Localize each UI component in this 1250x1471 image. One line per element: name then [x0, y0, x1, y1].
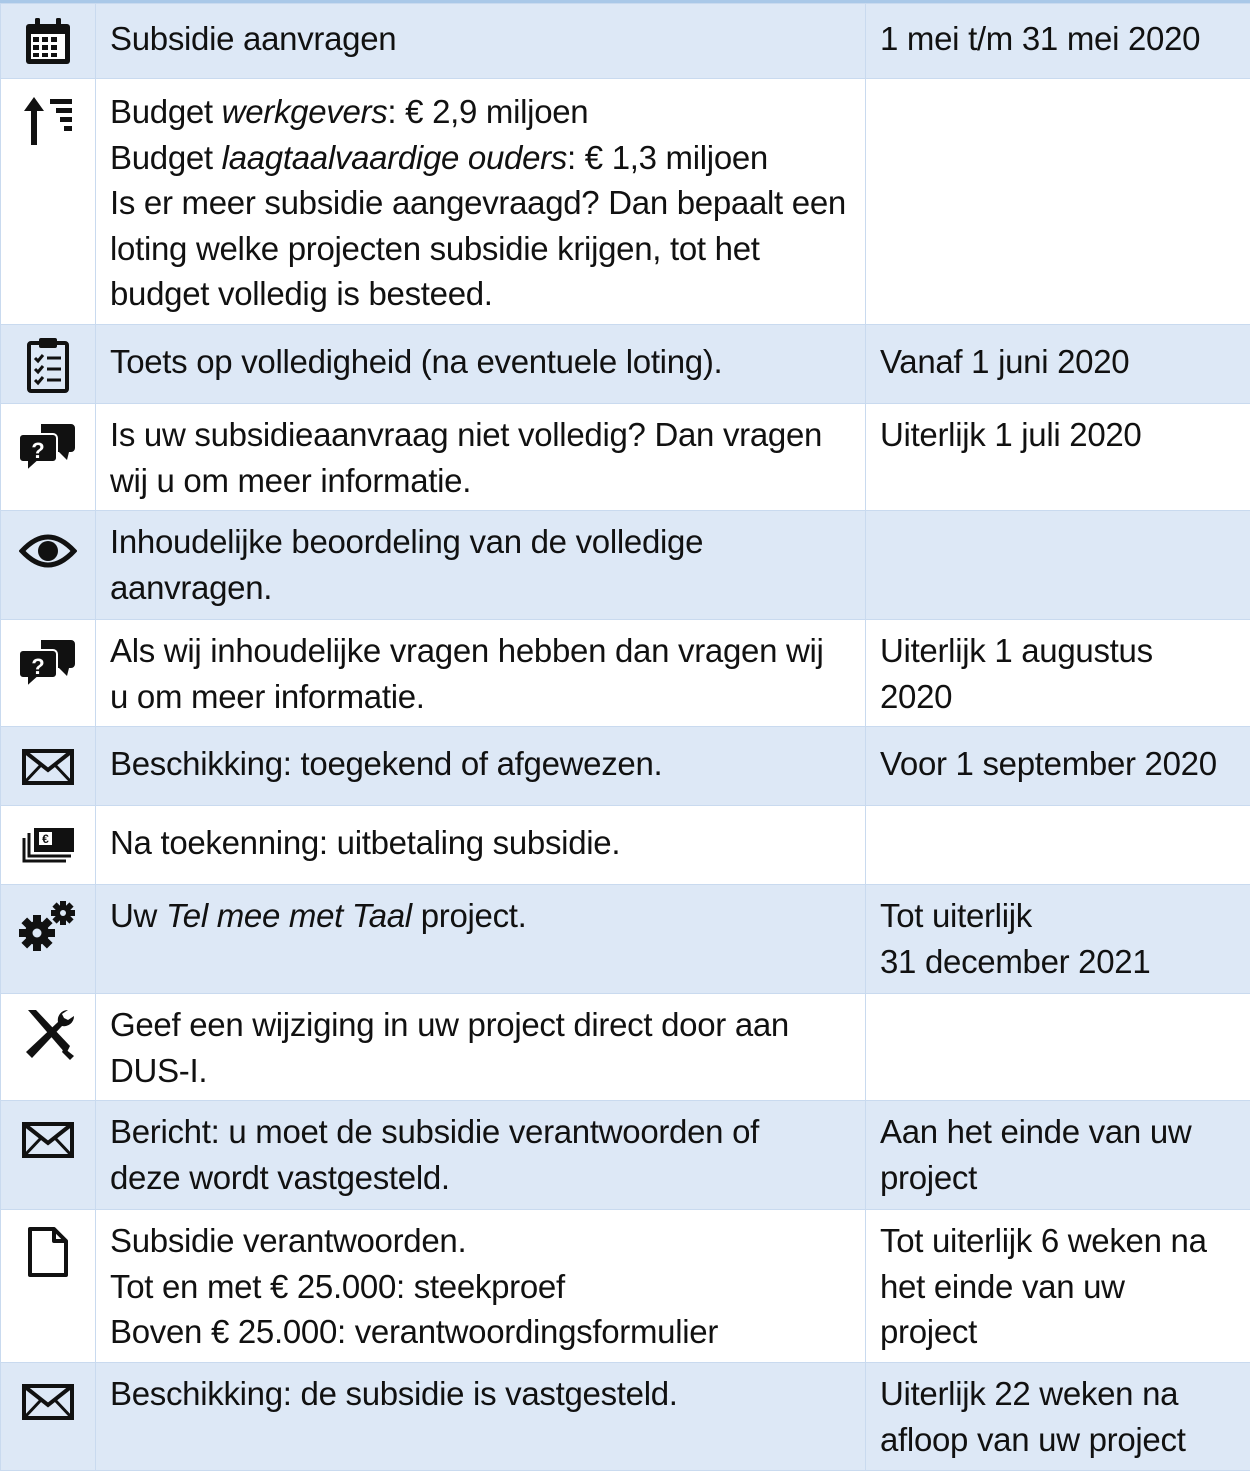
date-line: Aan het einde van uw	[880, 1109, 1240, 1155]
text-line: Bericht: u moet de subsidie verantwoorden of	[110, 1109, 851, 1155]
eye-icon	[19, 529, 77, 573]
icon-cell	[1, 1363, 96, 1471]
calendar-icon	[22, 15, 74, 67]
icon-cell	[1, 885, 96, 994]
table-row	[1, 806, 1250, 885]
text-fragment: Budget	[110, 139, 222, 176]
text-line: Beschikking: de subsidie is vastgesteld.	[110, 1371, 851, 1417]
step-date	[866, 806, 1250, 885]
icon-cell	[1, 806, 96, 885]
text-fragment: Budget	[110, 93, 222, 130]
table-row	[1, 885, 1250, 994]
question-chat-icon	[19, 636, 77, 688]
text-line: Beschikking: toegekend of afgewezen.	[110, 741, 851, 787]
step-description	[96, 1101, 866, 1210]
step-description	[96, 885, 866, 994]
date-line: 2020	[880, 674, 1240, 720]
sort-descending-icon	[20, 93, 76, 149]
text-line: wij u om meer informatie.	[110, 458, 851, 504]
table-row	[1, 727, 1250, 806]
date-line: project	[880, 1155, 1240, 1201]
tools-icon	[20, 1006, 76, 1062]
gears-icon	[17, 899, 79, 953]
step-date	[866, 1210, 1250, 1363]
step-description	[96, 620, 866, 727]
text-line	[110, 893, 851, 939]
text-fragment: : € 2,9 miljoen	[387, 93, 588, 130]
date-line: 1 mei t/m 31 mei 2020	[880, 16, 1240, 62]
document-icon	[26, 1226, 70, 1278]
date-line: Tot uiterlijk	[880, 893, 1240, 939]
table-row	[1, 1101, 1250, 1210]
text-line: Toets op volledigheid (na eventuele loting).	[110, 339, 851, 385]
text-line	[110, 135, 851, 181]
icon-cell	[1, 4, 96, 79]
svg-text:?: ?	[31, 438, 44, 463]
step-date	[866, 1101, 1250, 1210]
icon-cell	[1, 325, 96, 404]
table-row	[1, 325, 1250, 404]
date-line: project	[880, 1309, 1240, 1355]
icon-cell	[1, 404, 96, 511]
icon-cell	[1, 79, 96, 325]
text-line: Geef een wijziging in uw project direct door aan	[110, 1002, 851, 1048]
text-fragment: project.	[412, 897, 527, 934]
timeline-table	[0, 3, 1250, 1471]
step-description	[96, 79, 866, 325]
step-description	[96, 994, 866, 1101]
text-line: Subsidie verantwoorden.	[110, 1218, 851, 1264]
text-line: Boven € 25.000: verantwoordingsformulier	[110, 1309, 851, 1355]
text-line: loting welke projecten subsidie krijgen, tot het	[110, 226, 851, 272]
text-line: Subsidie aanvragen	[110, 16, 851, 62]
text-fragment-italic: werkgevers	[222, 93, 388, 130]
icon-cell	[1, 727, 96, 806]
text-line: aanvragen.	[110, 565, 851, 611]
step-date	[866, 79, 1250, 325]
step-description	[96, 1363, 866, 1471]
text-fragment: Uw	[110, 897, 166, 934]
step-description	[96, 806, 866, 885]
icon-cell	[1, 511, 96, 620]
table-row	[1, 1210, 1250, 1363]
step-description	[96, 727, 866, 806]
question-chat-icon	[19, 420, 77, 472]
step-date	[866, 4, 1250, 79]
step-date	[866, 620, 1250, 727]
table-row	[1, 620, 1250, 727]
step-date	[866, 885, 1250, 994]
date-line: Uiterlijk 22 weken na	[880, 1371, 1240, 1417]
date-line: Uiterlijk 1 juli 2020	[880, 412, 1240, 458]
step-date	[866, 727, 1250, 806]
text-line: DUS-I.	[110, 1048, 851, 1094]
step-date	[866, 1363, 1250, 1471]
step-date	[866, 404, 1250, 511]
clipboard-checklist-icon	[23, 336, 73, 394]
step-description	[96, 1210, 866, 1363]
step-date	[866, 994, 1250, 1101]
step-description	[96, 511, 866, 620]
step-description	[96, 4, 866, 79]
text-fragment-italic: laagtaalvaardige ouders	[222, 139, 567, 176]
date-line: Voor 1 september 2020	[880, 741, 1240, 787]
icon-cell	[1, 620, 96, 727]
text-line: deze wordt vastgesteld.	[110, 1155, 851, 1201]
text-fragment-italic: Tel mee met Taal	[166, 897, 412, 934]
text-line	[110, 89, 851, 135]
envelope-icon	[21, 1121, 75, 1159]
text-line: Tot en met € 25.000: steekproef	[110, 1264, 851, 1310]
date-line: Uiterlijk 1 augustus	[880, 628, 1240, 674]
icon-cell	[1, 1210, 96, 1363]
step-description	[96, 325, 866, 404]
table-row	[1, 994, 1250, 1101]
table-row	[1, 1363, 1250, 1471]
text-line: u om meer informatie.	[110, 674, 851, 720]
text-line: budget volledig is besteed.	[110, 271, 851, 317]
text-line: Na toekenning: uitbetaling subsidie.	[110, 820, 851, 866]
step-description	[96, 404, 866, 511]
step-date	[866, 511, 1250, 620]
text-line: Is uw subsidieaanvraag niet volledig? Dan vragen	[110, 412, 851, 458]
date-line: het einde van uw	[880, 1264, 1240, 1310]
date-line: Tot uiterlijk 6 weken na	[880, 1218, 1240, 1264]
table-row	[1, 4, 1250, 79]
text-line: Als wij inhoudelijke vragen hebben dan vragen wij	[110, 628, 851, 674]
svg-text:€: €	[42, 832, 49, 846]
text-line: Is er meer subsidie aangevraagd? Dan bepaalt een	[110, 180, 851, 226]
envelope-icon	[21, 748, 75, 786]
step-date	[866, 325, 1250, 404]
icon-cell	[1, 994, 96, 1101]
table-row	[1, 404, 1250, 511]
date-line: Vanaf 1 juni 2020	[880, 339, 1240, 385]
icon-cell	[1, 1101, 96, 1210]
svg-text:?: ?	[31, 654, 44, 679]
money-bills-icon	[20, 826, 76, 866]
envelope-icon	[21, 1383, 75, 1421]
text-line: Inhoudelijke beoordeling van de volledige	[110, 519, 851, 565]
date-line: 31 december 2021	[880, 939, 1240, 985]
text-fragment: : € 1,3 miljoen	[567, 139, 768, 176]
table-row	[1, 511, 1250, 620]
table-row	[1, 79, 1250, 325]
date-line: afloop van uw project	[880, 1417, 1240, 1463]
